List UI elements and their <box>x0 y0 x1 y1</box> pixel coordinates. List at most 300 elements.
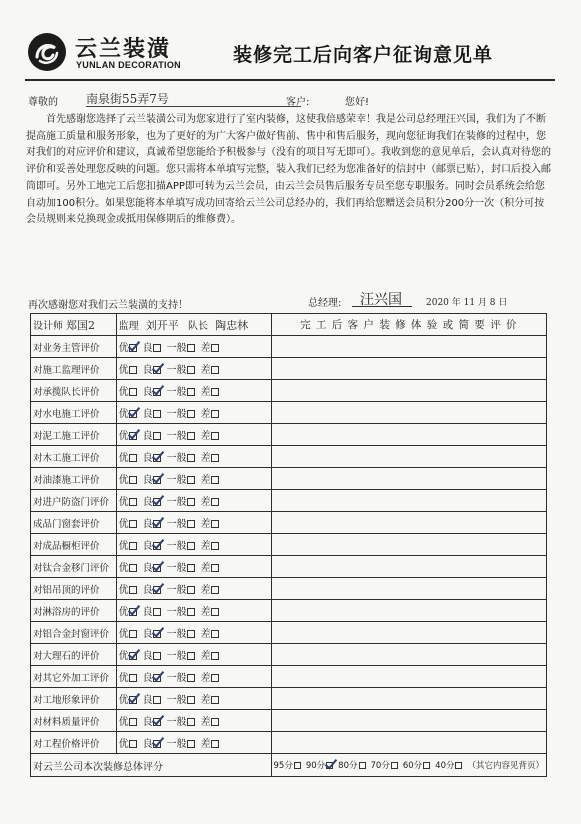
checked-checkbox[interactable] <box>153 586 161 594</box>
rating-option-label: 差 <box>200 629 211 640</box>
rating-option-good <box>143 471 167 486</box>
rating-option-label: 差 <box>200 475 211 486</box>
rating-option-average <box>167 405 201 420</box>
rating-option-poor <box>201 669 225 684</box>
checked-checkbox[interactable] <box>129 344 137 352</box>
rating-option-label: 差 <box>200 365 211 376</box>
yunlan-logo-icon <box>28 33 66 71</box>
score-option <box>403 759 435 771</box>
rating-option-label: 差 <box>200 739 211 750</box>
letter-text: 首先感谢您选择了云兰装潢公司为您家进行了室内装修，这使我倍感荣幸！我是公司总经理汪兴国，我们为了不断提高施工质量和服务形象，也为了更好的为广大客户做好售前、售中和售后服务，现向您征询我们在装修的过程中，您对我们的对应评价和建议，真诚希望您能给予积极参与（没有的项目写无即可）。我收到您的意见单后，会认真对待您的评价和妥善处理您反映的问题。您只需将本单填写完整，装入我们已经为您准备好的信封中（邮票已贴），封口后投入邮筒即可。另外工地完工后您扣描APP即可转为云兰会员，由云兰会员售后服务专员至您专职服务。同时会员系统会给您自动加100积分。如果您能将本单填写成功回寄给云兰公司总经办的，我们再给您赠送会员积分200分一次（积分可按会员规则来兑换现金或抵用保修期后的维修费）。 <box>26 114 551 226</box>
checkbox[interactable] <box>211 652 219 660</box>
checkbox[interactable] <box>153 652 161 660</box>
rating-option-label: 一般 <box>166 607 187 618</box>
rating-option-label: 良 <box>142 365 153 376</box>
table-row <box>31 732 547 754</box>
rating-option-label: 良 <box>142 475 153 486</box>
rating-option-good <box>143 647 167 662</box>
checkbox[interactable] <box>211 586 219 594</box>
checked-checkbox[interactable] <box>153 564 161 572</box>
remark-cell[interactable] <box>271 578 546 600</box>
rating-option-label: 优 <box>118 497 129 508</box>
remark-cell[interactable] <box>271 534 546 556</box>
checkbox[interactable] <box>153 696 161 704</box>
manager-signature: 汪兴国 <box>360 292 402 308</box>
checkbox[interactable] <box>211 476 219 484</box>
rating-option-label: 一般 <box>166 563 187 574</box>
rating-option-label: 优 <box>118 519 129 530</box>
checkbox[interactable] <box>211 432 219 440</box>
rating-option-average <box>167 669 201 684</box>
checkbox[interactable] <box>211 608 219 616</box>
table-row <box>31 358 547 380</box>
row-item-label: 对钛合金移门评价 <box>31 556 117 578</box>
checkbox[interactable] <box>187 674 195 682</box>
rating-option-excellent <box>119 669 143 684</box>
rating-options <box>116 600 271 622</box>
rating-option-average <box>167 449 201 464</box>
rating-option-poor <box>201 691 225 706</box>
rating-option-excellent <box>119 603 143 618</box>
checkbox[interactable] <box>211 630 219 638</box>
rating-option-excellent <box>119 625 143 640</box>
rating-options <box>116 534 271 556</box>
manager-label: 总经理: <box>308 298 342 309</box>
checkbox[interactable] <box>211 674 219 682</box>
checkbox[interactable] <box>211 740 219 748</box>
remark-cell[interactable] <box>271 600 546 622</box>
sign-date: 2020 年 11 月 8 日 <box>426 298 508 308</box>
table-row <box>31 424 547 446</box>
checked-checkbox[interactable] <box>129 410 137 418</box>
table-row <box>31 468 547 490</box>
rating-options <box>116 666 271 688</box>
document-title: 装修完工后向客户征询意见单 <box>233 44 494 66</box>
evaluation-table <box>30 313 547 777</box>
rating-option-poor <box>201 427 225 442</box>
checkbox[interactable] <box>129 564 137 572</box>
rating-option-average <box>167 713 201 728</box>
foreman-name: 陶忠林 <box>215 318 249 332</box>
rating-option-label: 优 <box>118 717 129 728</box>
checkbox[interactable] <box>187 498 195 506</box>
table-row <box>31 512 547 534</box>
checkbox[interactable] <box>129 476 137 484</box>
rating-option-good <box>143 493 167 508</box>
rating-option-excellent <box>119 361 143 376</box>
rating-option-good <box>143 669 167 684</box>
rating-option-label: 差 <box>200 541 211 552</box>
checkbox[interactable] <box>187 432 195 440</box>
rating-option-label: 差 <box>200 409 211 420</box>
remark-cell[interactable] <box>271 710 546 732</box>
rating-option-average <box>167 647 201 662</box>
rating-option-label: 良 <box>142 717 153 728</box>
table-row <box>31 688 547 710</box>
checkbox[interactable] <box>211 388 219 396</box>
checkbox[interactable] <box>153 344 161 352</box>
remark-cell[interactable] <box>271 380 546 402</box>
checkbox[interactable] <box>391 762 398 769</box>
row-item-label: 对承揽队长评价 <box>31 380 117 402</box>
rating-option-label: 差 <box>200 453 211 464</box>
rating-options <box>116 644 271 666</box>
rating-option-good <box>143 625 167 640</box>
rating-option-label: 一般 <box>166 409 187 420</box>
rating-option-excellent <box>119 471 143 486</box>
rating-option-average <box>167 361 201 376</box>
rating-options <box>116 732 271 754</box>
rating-option-label: 差 <box>200 343 211 354</box>
customer-label: 客户: <box>286 97 310 108</box>
rating-option-label: 优 <box>118 629 129 640</box>
rating-option-label: 良 <box>142 453 153 464</box>
checkbox[interactable] <box>359 762 366 769</box>
remark-cell[interactable] <box>271 402 546 424</box>
checkbox[interactable] <box>211 718 219 726</box>
total-score-options <box>271 754 546 777</box>
total-score-label: 对云兰公司本次装修总体评分 <box>31 754 272 777</box>
rating-option-poor <box>201 735 225 750</box>
rating-option-label: 一般 <box>166 343 187 354</box>
rating-options <box>116 358 271 380</box>
row-item-label: 对施工监理评价 <box>31 358 117 380</box>
row-item-label: 对木工施工评价 <box>31 446 117 468</box>
rating-option-poor <box>201 603 225 618</box>
checkbox[interactable] <box>129 520 137 528</box>
checkbox[interactable] <box>211 454 219 462</box>
rating-option-label: 差 <box>200 607 211 618</box>
remark-cell[interactable] <box>271 644 546 666</box>
rating-option-label: 一般 <box>166 475 187 486</box>
checked-checkbox[interactable] <box>129 696 137 704</box>
checkbox[interactable] <box>129 586 137 594</box>
checkbox[interactable] <box>187 564 195 572</box>
supervisor-label: 监理 <box>118 320 139 332</box>
row-item-label: 对淋浴房的评价 <box>31 600 117 622</box>
rating-option-average <box>167 427 201 442</box>
designer-name: 郑国2 <box>66 318 96 332</box>
rating-option-poor <box>201 625 225 640</box>
table-row <box>31 600 547 622</box>
checkbox[interactable] <box>211 410 219 418</box>
checkbox[interactable] <box>129 674 137 682</box>
rating-option-average <box>167 537 201 552</box>
rating-option-label: 差 <box>200 695 211 706</box>
checkbox[interactable] <box>423 762 430 769</box>
checkbox[interactable] <box>211 542 219 550</box>
greeting-prefix: 尊敬的 <box>28 97 58 108</box>
rating-option-poor <box>201 559 225 574</box>
rating-option-good <box>143 691 167 706</box>
checkbox[interactable] <box>187 344 195 352</box>
customer-address: 南泉街55弄7号 <box>86 92 169 106</box>
row-item-label: 对业务主管评价 <box>31 336 117 358</box>
row-item-label: 对进户防盗门评价 <box>31 490 117 512</box>
greeting-hello: 您好! <box>345 97 370 108</box>
checkbox[interactable] <box>187 454 195 462</box>
remark-cell[interactable] <box>271 490 546 512</box>
rating-option-excellent <box>119 449 143 464</box>
table-row <box>31 622 547 644</box>
rating-options <box>116 512 271 534</box>
row-item-label: 对铝合金封窗评价 <box>31 622 117 644</box>
table-row <box>31 490 547 512</box>
rating-option-good <box>143 339 167 354</box>
rating-option-label: 一般 <box>166 541 187 552</box>
signature-underline <box>352 306 412 307</box>
checked-checkbox[interactable] <box>153 498 161 506</box>
remark-cell[interactable] <box>271 358 546 380</box>
rating-option-label: 良 <box>142 563 153 574</box>
score-option <box>306 759 338 771</box>
checked-checkbox[interactable] <box>326 762 333 769</box>
rating-option-excellent <box>119 405 143 420</box>
checkbox[interactable] <box>129 366 137 374</box>
remark-cell[interactable] <box>271 468 546 490</box>
table-row <box>31 578 547 600</box>
checkbox[interactable] <box>211 564 219 572</box>
greeting-line <box>28 92 370 108</box>
rating-option-label: 一般 <box>166 497 187 508</box>
rating-option-label: 一般 <box>166 673 187 684</box>
table-row <box>31 402 547 424</box>
rating-option-label: 良 <box>142 519 153 530</box>
row-item-label: 对成品橱柜评价 <box>31 534 117 556</box>
rating-option-label: 优 <box>118 739 129 750</box>
rating-option-label: 良 <box>142 497 153 508</box>
rating-option-label: 一般 <box>166 651 187 662</box>
rating-option-average <box>167 581 201 596</box>
checked-checkbox[interactable] <box>129 608 137 616</box>
checked-checkbox[interactable] <box>153 542 161 550</box>
rating-options <box>116 424 271 446</box>
checkbox[interactable] <box>129 454 137 462</box>
remark-cell[interactable] <box>271 666 546 688</box>
rating-option-label: 良 <box>142 739 153 750</box>
rating-option-label: 优 <box>118 387 129 398</box>
table-row <box>31 446 547 468</box>
row-item-label: 对泥工施工评价 <box>31 424 117 446</box>
rating-option-average <box>167 603 201 618</box>
checked-checkbox[interactable] <box>129 652 137 660</box>
rating-option-label: 一般 <box>166 519 187 530</box>
rating-option-good <box>143 405 167 420</box>
rating-option-good <box>143 427 167 442</box>
checkbox[interactable] <box>129 498 137 506</box>
checked-checkbox[interactable] <box>153 674 161 682</box>
checkbox[interactable] <box>187 388 195 396</box>
row-item-label: 对水电施工评价 <box>31 402 117 424</box>
checkbox[interactable] <box>187 630 195 638</box>
rating-option-label: 一般 <box>166 739 187 750</box>
brand-name-en: YUNLAN DECORATION <box>76 60 181 70</box>
rating-option-label: 优 <box>118 431 129 442</box>
rating-options <box>116 468 271 490</box>
remark-cell[interactable] <box>271 512 546 534</box>
rating-option-poor <box>201 471 225 486</box>
remark-cell[interactable] <box>271 688 546 710</box>
checkbox[interactable] <box>187 696 195 704</box>
rating-option-good <box>143 735 167 750</box>
checkbox[interactable] <box>455 762 462 769</box>
rating-option-excellent <box>119 581 143 596</box>
score-option-label: 80分 <box>338 761 358 771</box>
rating-option-excellent <box>119 493 143 508</box>
checkbox[interactable] <box>153 608 161 616</box>
checked-checkbox[interactable] <box>153 476 161 484</box>
checkbox[interactable] <box>129 542 137 550</box>
rating-option-label: 一般 <box>166 585 187 596</box>
rating-option-poor <box>201 493 225 508</box>
rating-option-excellent <box>119 713 143 728</box>
score-option <box>274 759 306 771</box>
checkbox[interactable] <box>187 608 195 616</box>
rating-option-good <box>143 449 167 464</box>
rating-option-label: 差 <box>200 497 211 508</box>
rating-option-label: 优 <box>118 563 129 574</box>
rating-option-average <box>167 735 201 750</box>
checkbox[interactable] <box>187 652 195 660</box>
checkbox[interactable] <box>153 410 161 418</box>
checkbox[interactable] <box>211 344 219 352</box>
rating-option-poor <box>201 713 225 728</box>
rating-option-poor <box>201 383 225 398</box>
rating-option-label: 一般 <box>166 387 187 398</box>
checked-checkbox[interactable] <box>153 630 161 638</box>
rating-option-label: 差 <box>200 387 211 398</box>
rating-option-label: 良 <box>142 607 153 618</box>
rating-option-excellent <box>119 735 143 750</box>
rating-option-label: 差 <box>200 431 211 442</box>
rating-options <box>116 622 271 644</box>
rating-option-label: 一般 <box>166 365 187 376</box>
rating-option-excellent <box>119 647 143 662</box>
checkbox[interactable] <box>187 740 195 748</box>
checkbox[interactable] <box>187 410 195 418</box>
rating-option-label: 良 <box>142 541 153 552</box>
checked-checkbox[interactable] <box>153 366 161 374</box>
checked-checkbox[interactable] <box>129 432 137 440</box>
checked-checkbox[interactable] <box>153 520 161 528</box>
row-item-label: 对油漆施工评价 <box>31 468 117 490</box>
remark-cell[interactable] <box>271 732 546 754</box>
checkbox[interactable] <box>211 498 219 506</box>
rating-options <box>116 336 271 358</box>
rating-option-label: 差 <box>200 585 211 596</box>
rating-option-good <box>143 603 167 618</box>
rating-option-label: 优 <box>118 475 129 486</box>
rating-option-poor <box>201 339 225 354</box>
row-item-label: 对铝吊顶的评价 <box>31 578 117 600</box>
checkbox[interactable] <box>187 718 195 726</box>
checkbox[interactable] <box>129 718 137 726</box>
staff-cell <box>116 314 271 336</box>
row-item-label: 对工地形象评价 <box>31 688 117 710</box>
rating-option-label: 优 <box>118 343 129 354</box>
rating-option-excellent <box>119 691 143 706</box>
rating-option-label: 优 <box>118 453 129 464</box>
checkbox[interactable] <box>187 476 195 484</box>
rating-option-label: 差 <box>200 519 211 530</box>
rating-option-average <box>167 383 201 398</box>
checkbox[interactable] <box>187 366 195 374</box>
remark-cell[interactable] <box>271 446 546 468</box>
table-row <box>31 644 547 666</box>
row-item-label: 对工程价格评价 <box>31 732 117 754</box>
rating-options <box>116 446 271 468</box>
rating-option-average <box>167 471 201 486</box>
rating-option-label: 优 <box>118 409 129 420</box>
rating-option-label: 良 <box>142 343 153 354</box>
checkbox[interactable] <box>187 542 195 550</box>
checkbox[interactable] <box>187 586 195 594</box>
rating-option-average <box>167 691 201 706</box>
rating-option-label: 优 <box>118 673 129 684</box>
checked-checkbox[interactable] <box>153 718 161 726</box>
checked-checkbox[interactable] <box>153 454 161 462</box>
table-header-row <box>31 314 547 336</box>
checkbox[interactable] <box>294 762 301 769</box>
row-item-label: 成品门窗套评价 <box>31 512 117 534</box>
checked-checkbox[interactable] <box>153 740 161 748</box>
checkbox[interactable] <box>211 696 219 704</box>
row-item-label: 对大理石的评价 <box>31 644 117 666</box>
table-row <box>31 380 547 402</box>
checkbox[interactable] <box>153 432 161 440</box>
brand-name-cn: 云兰装潢 <box>75 37 172 62</box>
checked-checkbox[interactable] <box>153 388 161 396</box>
checkbox[interactable] <box>129 388 137 396</box>
rating-option-label: 良 <box>142 673 153 684</box>
rating-option-label: 良 <box>142 629 153 640</box>
rating-option-poor <box>201 537 225 552</box>
table-row <box>31 534 547 556</box>
rating-option-good <box>143 581 167 596</box>
rating-option-label: 一般 <box>166 717 187 728</box>
rating-option-label: 一般 <box>166 431 187 442</box>
rating-option-label: 优 <box>118 695 129 706</box>
designer-label: 设计师 <box>33 320 63 332</box>
score-option <box>371 759 403 771</box>
rating-option-average <box>167 625 201 640</box>
rating-option-label: 优 <box>118 541 129 552</box>
letter-body <box>26 112 554 229</box>
remark-cell[interactable] <box>271 424 546 446</box>
checkbox[interactable] <box>129 740 137 748</box>
checkbox[interactable] <box>211 520 219 528</box>
rating-option-average <box>167 493 201 508</box>
remark-cell[interactable] <box>271 622 546 644</box>
checkbox[interactable] <box>211 366 219 374</box>
score-option-label: 95分 <box>273 761 293 771</box>
rating-options <box>116 710 271 732</box>
rating-options <box>116 490 271 512</box>
rating-option-label: 良 <box>142 651 153 662</box>
table-row <box>31 710 547 732</box>
rating-option-label: 差 <box>200 563 211 574</box>
rating-option-good <box>143 383 167 398</box>
remark-cell[interactable] <box>271 336 546 358</box>
rating-options <box>116 556 271 578</box>
rating-option-label: 优 <box>118 365 129 376</box>
score-option <box>435 759 467 771</box>
designer-cell <box>31 314 117 336</box>
rating-option-label: 一般 <box>166 453 187 464</box>
remark-cell[interactable] <box>271 556 546 578</box>
checkbox[interactable] <box>129 630 137 638</box>
checkbox[interactable] <box>187 520 195 528</box>
